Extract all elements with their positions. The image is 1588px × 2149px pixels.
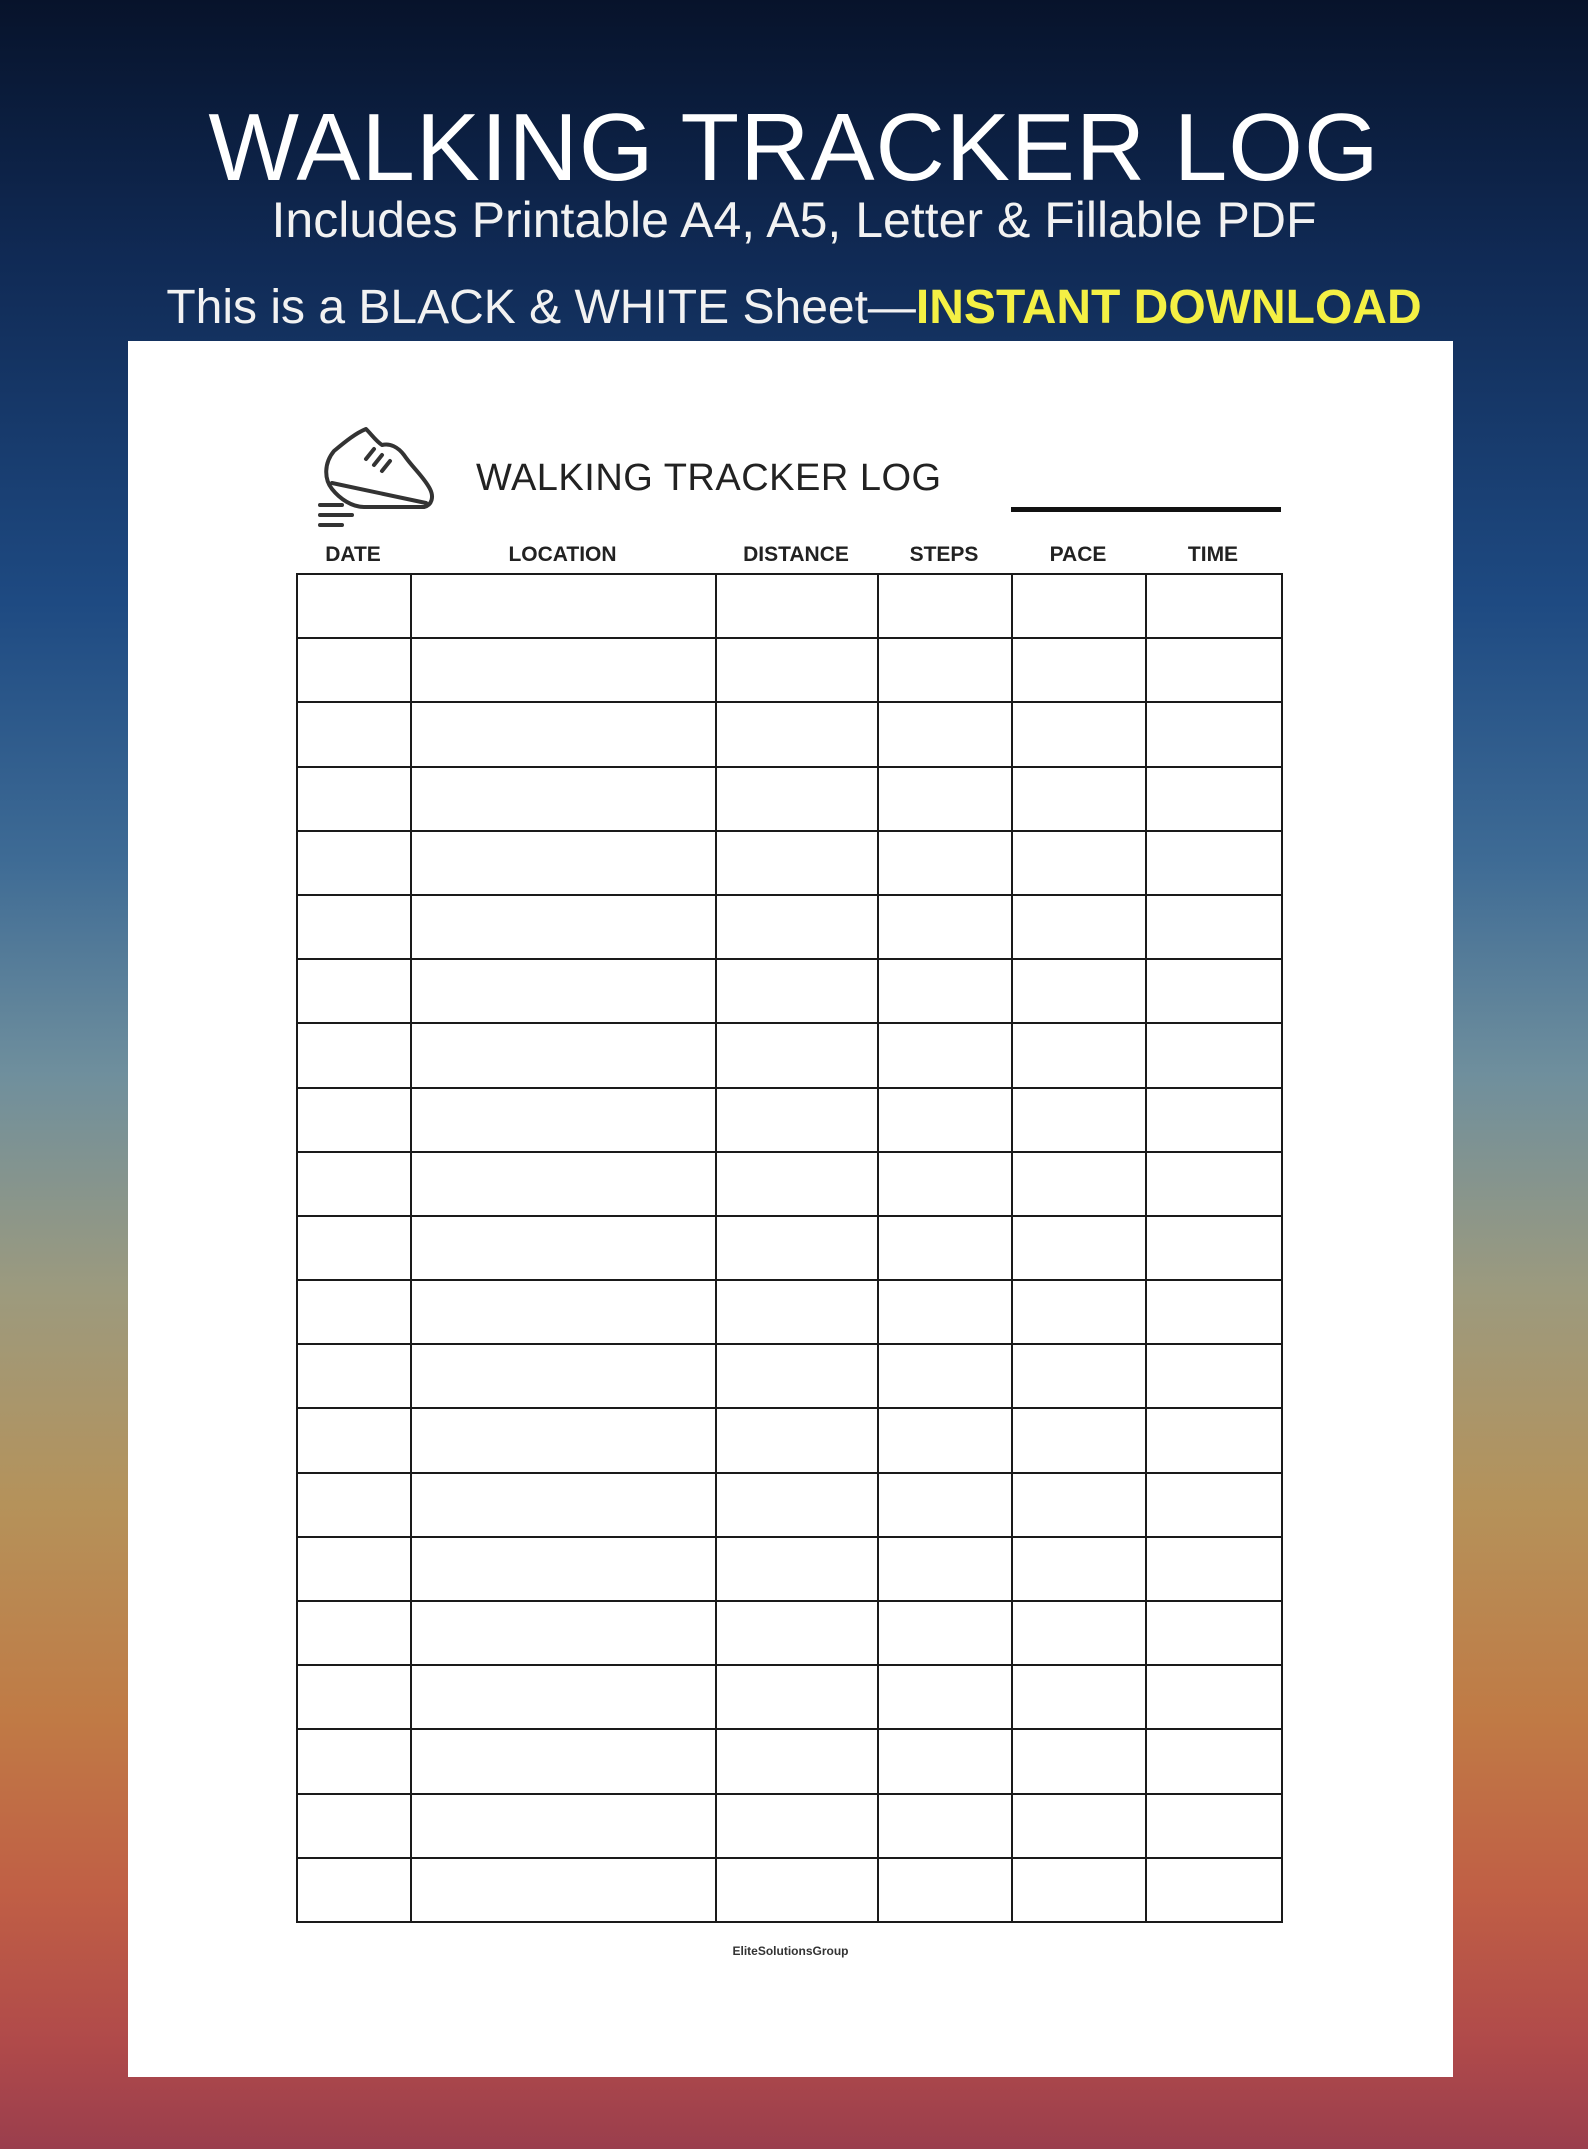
distance-cell[interactable] (716, 1408, 878, 1472)
pace-cell[interactable] (1012, 831, 1146, 895)
distance-cell[interactable] (716, 1216, 878, 1280)
location-cell[interactable] (411, 1408, 716, 1472)
time-cell[interactable] (1146, 638, 1282, 702)
date-cell[interactable] (297, 1088, 411, 1152)
date-cell[interactable] (297, 1280, 411, 1344)
pace-cell[interactable] (1012, 638, 1146, 702)
time-cell[interactable] (1146, 1473, 1282, 1537)
time-cell[interactable] (1146, 1216, 1282, 1280)
time-cell[interactable] (1146, 1537, 1282, 1601)
location-cell[interactable] (411, 1023, 716, 1087)
pace-cell[interactable] (1012, 1858, 1146, 1922)
table-row (297, 959, 1282, 1023)
time-cell[interactable] (1146, 1858, 1282, 1922)
distance-cell[interactable] (716, 1794, 878, 1858)
time-cell[interactable] (1146, 1344, 1282, 1408)
distance-cell[interactable] (716, 1088, 878, 1152)
steps-cell[interactable] (878, 1537, 1012, 1601)
location-cell[interactable] (411, 702, 716, 766)
time-cell[interactable] (1146, 767, 1282, 831)
time-cell[interactable] (1146, 1280, 1282, 1344)
table-row (297, 1280, 1282, 1344)
steps-cell[interactable] (878, 1216, 1012, 1280)
location-cell[interactable] (411, 1152, 716, 1216)
steps-cell[interactable] (878, 1088, 1012, 1152)
time-cell[interactable] (1146, 1023, 1282, 1087)
date-cell[interactable] (297, 1537, 411, 1601)
date-cell[interactable] (297, 895, 411, 959)
table-row (297, 1088, 1282, 1152)
steps-cell[interactable] (878, 1665, 1012, 1729)
table-row (297, 831, 1282, 895)
table-row (297, 1344, 1282, 1408)
column-header-distance: DISTANCE (743, 543, 849, 566)
pace-cell[interactable] (1012, 1152, 1146, 1216)
pace-cell[interactable] (1012, 1216, 1146, 1280)
column-header-location: LOCATION (508, 543, 617, 566)
pace-cell[interactable] (1012, 767, 1146, 831)
pace-cell[interactable] (1012, 702, 1146, 766)
date-cell[interactable] (297, 1858, 411, 1922)
pace-cell[interactable] (1012, 1729, 1146, 1793)
time-cell[interactable] (1146, 1088, 1282, 1152)
steps-cell[interactable] (878, 1408, 1012, 1472)
footer-credit: EliteSolutionsGroup (732, 1944, 849, 1958)
steps-cell[interactable] (878, 895, 1012, 959)
distance-cell[interactable] (716, 767, 878, 831)
time-cell[interactable] (1146, 1665, 1282, 1729)
distance-cell[interactable] (716, 1280, 878, 1344)
steps-cell[interactable] (878, 959, 1012, 1023)
pace-cell[interactable] (1012, 1537, 1146, 1601)
distance-cell[interactable] (716, 1344, 878, 1408)
location-cell[interactable] (411, 1537, 716, 1601)
pace-cell[interactable] (1012, 574, 1146, 638)
pace-cell[interactable] (1012, 895, 1146, 959)
table-row (297, 1152, 1282, 1216)
table-row (297, 895, 1282, 959)
location-cell[interactable] (411, 1280, 716, 1344)
steps-cell[interactable] (878, 1601, 1012, 1665)
date-cell[interactable] (297, 1665, 411, 1729)
distance-cell[interactable] (716, 895, 878, 959)
table-row (297, 1858, 1282, 1922)
distance-cell[interactable] (716, 1473, 878, 1537)
distance-cell[interactable] (716, 1858, 878, 1922)
location-cell[interactable] (411, 895, 716, 959)
instant-download-label: INSTANT DOWNLOAD (915, 281, 1422, 334)
pace-cell[interactable] (1012, 959, 1146, 1023)
distance-cell[interactable] (716, 1601, 878, 1665)
distance-cell[interactable] (716, 831, 878, 895)
log-table (296, 573, 1283, 1923)
steps-cell[interactable] (878, 1344, 1012, 1408)
date-cell[interactable] (297, 1408, 411, 1472)
location-cell[interactable] (411, 1088, 716, 1152)
table-row (297, 1023, 1282, 1087)
distance-cell[interactable] (716, 638, 878, 702)
location-cell[interactable] (411, 959, 716, 1023)
time-cell[interactable] (1146, 959, 1282, 1023)
location-cell[interactable] (411, 767, 716, 831)
pace-cell[interactable] (1012, 1344, 1146, 1408)
time-cell[interactable] (1146, 1152, 1282, 1216)
distance-cell[interactable] (716, 574, 878, 638)
column-header-time: TIME (1187, 543, 1239, 566)
date-cell[interactable] (297, 1601, 411, 1665)
column-header-pace: PACE (1049, 543, 1107, 566)
date-cell[interactable] (297, 831, 411, 895)
date-cell[interactable] (297, 574, 411, 638)
table-row (297, 1216, 1282, 1280)
table-row (297, 638, 1282, 702)
pace-cell[interactable] (1012, 1408, 1146, 1472)
table-row (297, 1537, 1282, 1601)
distance-cell[interactable] (716, 959, 878, 1023)
distance-cell[interactable] (716, 1152, 878, 1216)
name-line[interactable] (1011, 507, 1281, 512)
distance-cell[interactable] (716, 1023, 878, 1087)
time-cell[interactable] (1146, 1601, 1282, 1665)
pace-cell[interactable] (1012, 1473, 1146, 1537)
time-cell[interactable] (1146, 1408, 1282, 1472)
table-row (297, 1601, 1282, 1665)
time-cell[interactable] (1146, 1794, 1282, 1858)
pace-cell[interactable] (1012, 1280, 1146, 1344)
date-cell[interactable] (297, 1344, 411, 1408)
table-row (297, 1408, 1282, 1472)
steps-cell[interactable] (878, 831, 1012, 895)
location-cell[interactable] (411, 1858, 716, 1922)
steps-cell[interactable] (878, 1023, 1012, 1087)
steps-cell[interactable] (878, 702, 1012, 766)
location-cell[interactable] (411, 1344, 716, 1408)
time-cell[interactable] (1146, 831, 1282, 895)
location-cell[interactable] (411, 1216, 716, 1280)
time-cell[interactable] (1146, 702, 1282, 766)
distance-cell[interactable] (716, 1665, 878, 1729)
pace-cell[interactable] (1012, 1023, 1146, 1087)
location-cell[interactable] (411, 1601, 716, 1665)
table-row (297, 702, 1282, 766)
steps-cell[interactable] (878, 1794, 1012, 1858)
page-title: WALKING TRACKER LOG (208, 94, 1380, 201)
location-cell[interactable] (411, 1473, 716, 1537)
time-cell[interactable] (1146, 895, 1282, 959)
table-row (297, 1473, 1282, 1537)
steps-cell[interactable] (878, 1473, 1012, 1537)
location-cell[interactable] (411, 638, 716, 702)
table-row (297, 767, 1282, 831)
distance-cell[interactable] (716, 1537, 878, 1601)
pace-cell[interactable] (1012, 1088, 1146, 1152)
distance-cell[interactable] (716, 1729, 878, 1793)
date-cell[interactable] (297, 1473, 411, 1537)
sheet-title: WALKING TRACKER LOG (476, 457, 942, 499)
date-cell[interactable] (297, 1152, 411, 1216)
column-header-date: DATE (325, 543, 381, 566)
pace-cell[interactable] (1012, 1601, 1146, 1665)
column-header-steps: STEPS (909, 543, 979, 566)
date-cell[interactable] (297, 702, 411, 766)
table-row (297, 1794, 1282, 1858)
date-cell[interactable] (297, 767, 411, 831)
pace-cell[interactable] (1012, 1794, 1146, 1858)
format-note-text: This is a BLACK & WHITE Sheet— (166, 281, 916, 334)
format-note (0, 280, 1588, 336)
date-cell[interactable] (297, 1216, 411, 1280)
steps-cell[interactable] (878, 574, 1012, 638)
location-cell[interactable] (411, 1665, 716, 1729)
time-cell[interactable] (1146, 574, 1282, 638)
steps-cell[interactable] (878, 1280, 1012, 1344)
steps-cell[interactable] (878, 1858, 1012, 1922)
distance-cell[interactable] (716, 702, 878, 766)
steps-cell[interactable] (878, 767, 1012, 831)
date-cell[interactable] (297, 1023, 411, 1087)
date-cell[interactable] (297, 1729, 411, 1793)
location-cell[interactable] (411, 1729, 716, 1793)
location-cell[interactable] (411, 1794, 716, 1858)
steps-cell[interactable] (878, 1729, 1012, 1793)
steps-cell[interactable] (878, 1152, 1012, 1216)
steps-cell[interactable] (878, 638, 1012, 702)
tracker-sheet (128, 341, 1453, 2077)
date-cell[interactable] (297, 638, 411, 702)
date-cell[interactable] (297, 1794, 411, 1858)
date-cell[interactable] (297, 959, 411, 1023)
location-cell[interactable] (411, 831, 716, 895)
table-row (297, 1729, 1282, 1793)
shoe-icon (312, 421, 440, 531)
table-row (297, 574, 1282, 638)
pace-cell[interactable] (1012, 1665, 1146, 1729)
page-subtitle: Includes Printable A4, A5, Letter & Fillable PDF (271, 192, 1317, 248)
table-row (297, 1665, 1282, 1729)
location-cell[interactable] (411, 574, 716, 638)
time-cell[interactable] (1146, 1729, 1282, 1793)
